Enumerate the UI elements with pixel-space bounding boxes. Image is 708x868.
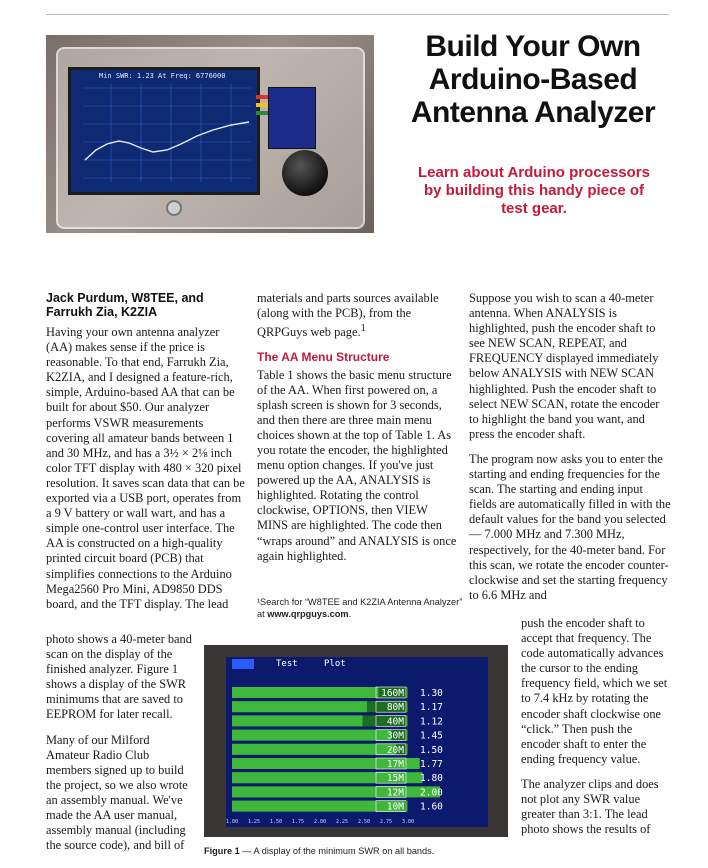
band-label-10M: 10M [386, 801, 404, 813]
band-label-30M: 30M [386, 730, 404, 742]
band-label-12M: 12M [386, 787, 404, 799]
swr-value-12M: 2.00 [420, 787, 443, 799]
byline-line-2: Farrukh Zia, K2ZIA [46, 305, 158, 319]
footnote-end: . [348, 608, 352, 619]
encoder-knob [282, 150, 328, 196]
swr-value-30M: 1.45 [420, 730, 443, 742]
band-label-160M: 160M [381, 688, 404, 699]
band-label-40M: 40M [386, 716, 404, 728]
axis-tick-label: 1.25 [247, 818, 261, 825]
headline-line-3: Antenna Analyzer [410, 96, 656, 129]
band-label-20M: 20M [386, 744, 404, 756]
band-label-15M: 15M [386, 773, 404, 785]
column-3-lower [521, 616, 671, 847]
footnote [257, 597, 467, 620]
section-subhead: The AA Menu Structure [257, 350, 390, 365]
menu-tab-test: Test [276, 659, 298, 669]
figure-1-screen [226, 657, 488, 827]
axis-tick-label: 1.00 [226, 818, 239, 825]
article-headline [386, 30, 680, 129]
column-2 [257, 291, 457, 574]
figure-1-photo [204, 645, 508, 837]
band-label-17M: 17M [386, 759, 404, 770]
analyzer-screen [68, 67, 260, 195]
swr-bar-10M [232, 801, 405, 812]
col1-paragraph-2: Many of our Milford Amateur Radio Club members signed up to build the project, so we also wrote an assembly manual. We've made the AA user manual, assembly manual (including the source code), and bill of [46, 732, 188, 853]
swr-value-17M: 1.77 [420, 759, 443, 770]
encoder-board [268, 87, 316, 149]
axis-tick-label: 1.50 [269, 818, 283, 825]
swr-value-15M: 1.80 [420, 773, 443, 785]
analyzer-screen-title: Min SWR: 1.23 At Freq: 6776000 [99, 72, 226, 80]
swr-bar-160M [232, 687, 378, 698]
figure-1-caption [204, 846, 508, 856]
footnote-text: ¹Search for “W8TEE and K2ZIA Antenna Analyzer” at [257, 597, 463, 619]
swr-sweep-plot [71, 70, 257, 192]
swr-value-20M: 1.50 [420, 744, 443, 756]
col1-paragraph-1: Having your own antenna analyzer (AA) makes sense if the price is reasonable. To that end, Farrukh Zia, K2ZIA, and I designed a feature-rich, simple, Arduino-based AA that can be built for about $50. Our analyzer performs VSWR measurements covering all amateur bands between 1 and 30 MHz, and has a 3½ × 2⅛ inch color TFT display with 480 × 320 pixel resolution. It saves scan data that can be exported via a USB port, operates from a 9 V battery or wall wart, and has a simple one-control user interface. The AA is constructed on a high-quality printed circuit board (PCB) that simplifies connections to the Arduino Mega2560 Pro Mini, AD9850 DDS board, and the TFT display. The lead [46, 325, 245, 611]
swr-value-80M: 1.17 [420, 702, 443, 714]
col1-paragraph-1-cont: photo shows a 40-meter band scan on the display of the finished analyzer. Figure 1 shows a display of the SWR minimums that are saved to EEPROM for later recall. [46, 632, 192, 722]
swr-value-10M: 1.60 [420, 801, 443, 813]
swr-bar-80M [232, 701, 367, 712]
column-1 [46, 291, 246, 622]
col3-paragraph-3: The analyzer clips and does not plot any SWR value greater than 3:1. The lead photo shows the results of [521, 776, 659, 837]
byline [46, 291, 246, 319]
top-rule [46, 14, 669, 15]
col2-paragraph-1: Table 1 shows the basic menu structure of the AA. When first powered on, a splash screen is shown for 3 seconds, and then there are three main menu choices shown at the top of Table 1. As you rotate the encoder, the highlighted menu option changes. If you've just powered up the AA, ANALYSIS is highlighted. Rotating the control clockwise, OPTIONS, then VIEW MINS are highlighted. The code then “wraps around” and ANALYSIS is once again highlighted. [257, 367, 457, 563]
band-label-80M: 80M [386, 702, 404, 714]
headline-line-1: Build Your Own [425, 30, 641, 63]
byline-line-1: Jack Purdum, W8TEE, and [46, 291, 204, 305]
swr-value-160M: 1.30 [420, 688, 443, 699]
power-switch [166, 200, 182, 216]
menu-tab-plot: Plot [324, 659, 346, 669]
headline-line-2: Arduino-Based [428, 63, 638, 96]
col2-paragraph-0-text: materials and parts sources available (along with the PCB), from the QRPGuys web page. [257, 291, 439, 340]
figure-1-caption-text: — A display of the minimum SWR on all bands. [239, 846, 435, 856]
axis-tick-label: 2.50 [357, 818, 371, 825]
column-3 [469, 291, 671, 613]
swr-bar-20M [232, 744, 396, 755]
col3-paragraph-2-cont: push the encoder shaft to accept that frequency. The code automatically advances the cursor to the ending frequency field, which we set to 7.4 kHz by rotating the encoder shaft clockwise one “click.” Then push the encoder shaft to enter the ending frequency value. [521, 616, 668, 766]
axis-tick-label: 2.00 [313, 818, 327, 825]
article-deck: Learn about Arduino processors by building this handy piece of test gear. [418, 164, 650, 217]
axis-tick-label: 2.25 [335, 818, 349, 825]
lead-photo [46, 35, 374, 233]
swr-value-40M: 1.12 [420, 716, 443, 728]
axis-tick-label: 3.00 [401, 818, 415, 825]
swr-bar-40M [232, 715, 363, 726]
column-1-lower [46, 632, 194, 863]
col3-paragraph-2: The program now asks you to enter the starting and ending frequencies for the scan. The starting and ending input fields are automatically filled in with the default values for the band you selected — 7.000 MHz and 7.300 MHz, respectively, for the 40-meter band. For this scan, we rotate the encoder counter-clockwise and set the starting frequency to 6.6 MHz and [469, 451, 671, 602]
swr-bar-12M [232, 786, 440, 797]
col2-paragraph-0 [257, 291, 457, 340]
footnote-link[interactable]: www.qrpguys.com [267, 608, 349, 619]
footnote-ref: 1 [360, 323, 366, 335]
axis-tick-label: 2.75 [379, 818, 393, 825]
swr-bar-chart [226, 657, 488, 827]
axis-tick-label: 1.75 [291, 818, 305, 825]
figure-1-label: Figure 1 [204, 846, 240, 856]
swr-bar-30M [232, 730, 392, 741]
col3-paragraph-1: Suppose you wish to scan a 40-meter antenna. When ANALYSIS is highlighted, push the encoder shaft to see NEW SCAN, REPEAT, and FREQUENCY displayed immediately below ANALYSIS with NEW SCAN highlighted. Push the encoder shaft to select NEW SCAN, rotate the encoder to highlight the band you want, and press the encoder shaft. [469, 291, 660, 441]
